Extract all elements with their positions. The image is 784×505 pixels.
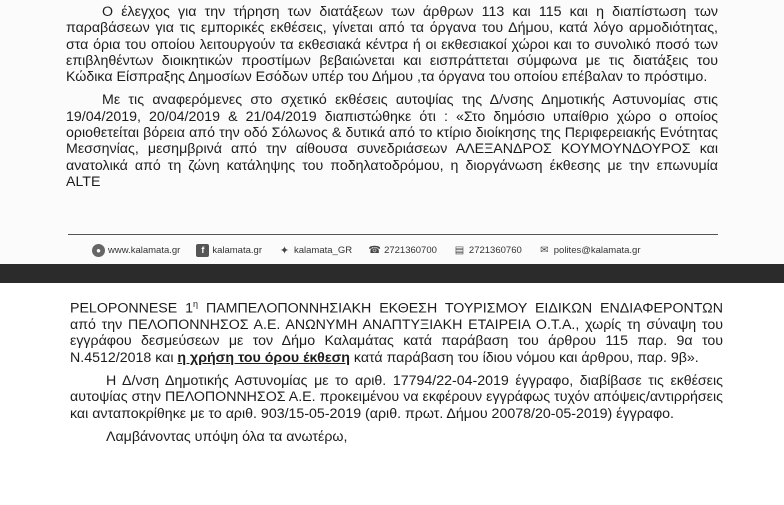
footer-twitter[interactable]: ✦ kalamata_GR [279, 244, 353, 257]
footer-email[interactable]: ✉ polites@kalamata.gr [538, 244, 641, 257]
footer-website[interactable]: ● www.kalamata.gr [92, 244, 180, 257]
phone-icon: ☎ [368, 244, 381, 256]
letterhead-footer [92, 240, 732, 260]
paragraph-considering: Λαμβάνοντας υπόψη όλα τα ανωτέρω, [106, 428, 348, 445]
fax-icon: ▤ [454, 244, 465, 256]
paragraph-exhibition: PELOPONNESE $1^\eta$ ΠΑΜΠΕΛΟΠΟΝΝΗΣΙΑΚΗ ΕΚΘΕΣΗ ΤΟΥΡΙΣΜΟΥ ΕΙΔΙΚΩΝ ΕΝΔΙΑΦΕΡΟΝΤΩΝ από την ΠΕΛΟΠΟΝΝΗΣΟΣ Α.Ε. ΑΝΩΝΥΜΗ ΑΝΑΠΤΥΞΙΑΚΗ ΕΤΑΙΡΕΙΑ Ο.Τ.Α., χωρίς τη σύναψη του εγγράφου δεσμεύσεων με τον Δήμο Καλαμάτας κατά παράβαση του άρθρου 115 παρ. 9α του Ν.4512/2018 και η χρήση του όρου έκθεση κατά παράβαση του ίδιου νόμου και άρθρου, παρ. 9β». [70, 299, 723, 366]
paragraph-inspection: Ο έλεγχος για την τήρηση των διατάξεων των άρθρων 113 και 115 και η διαπίστωση των παραβάσεων για τις εμπορικές εκθέσεις, γίνεται από τα όργανα του Δήμου, κατά λόγο αρμοδιότητας, στα όρια του οποίου λειτουργούν τα εκθεσιακά κέντρα ή οι εκθεσιακοί χώροι και το συνολικό ποσό των επιβληθέντων διοικητικών προστίμων βεβαιώνεται και εισπράττεται σύμφωνα με τις διατάξεις του Κώδικα Είσπραξης Δημοσίων Εσόδων υπέρ του Δήμου ,τα όργανα του οποίου επέβαλαν το πρόστιμο. [66, 4, 718, 86]
top-text [66, 4, 718, 190]
underlined-phrase: η χρήση του όρου έκθεση [177, 349, 350, 366]
footer-divider [68, 234, 718, 235]
page-separator [0, 264, 784, 283]
paragraph-reports: Με τις αναφερόμενες στο σχετικό εκθέσεις αυτοψίας της Δ/νσης Δημοτικής Αστυνομίας στις 19/04/2019, 20/04/2019 & 21/04/2019 διαπιστώθηκε ότι : «Στο δημόσιο υπαίθριο χώρο ο οποίος οριοθετείται βόρεια από την οδό Σόλωνος & δυτικά από το κτίριο διοίκησης της Περιφερειακής Ενότητας Μεσσηνίας, μεσημβρινά από την αίθουσα συνεδριάσεων ΑΛΕΞΑΝΔΡΟΣ ΚΟΥΜΟΥΝΔΟΥΡΟΣ και ανατολικά από τη ζώνη κατάληψης του ποδηλατοδρόμου, η διοργάνωση έκθεσης με την επωνυμία ALTE [66, 92, 718, 190]
bottom-text [70, 296, 723, 445]
email-icon: ✉ [540, 244, 549, 256]
footer-facebook[interactable]: f kalamata.gr [196, 244, 262, 257]
document-page-bottom [0, 283, 784, 505]
globe-icon: ● [92, 244, 105, 257]
footer-phone: ☎ 2721360700 [368, 244, 437, 256]
footer-fax: ▤ 2721360760 [454, 244, 522, 256]
paragraph-police: Η Δ/νση Δημοτικής Αστυνομίας με το αριθ. 17794/22-04-2019 έγγραφο, διαβίβασε τις εκθέσεις αυτοψίας στην ΠΕΛΟΠΟΝΝΗΣΟΣ Α.Ε. προκειμένου να εκφέρουν εγγράφως τυχόν απόψεις/αντιρρήσεις και ανταποκρίθηκε με το αριθ. 903/15-05-2019 (αριθ. πρωτ. Δήμου 20078/20-05-2019) έγγραφο. [70, 372, 723, 422]
facebook-icon: f [196, 244, 209, 257]
twitter-icon: ✦ [279, 244, 290, 257]
